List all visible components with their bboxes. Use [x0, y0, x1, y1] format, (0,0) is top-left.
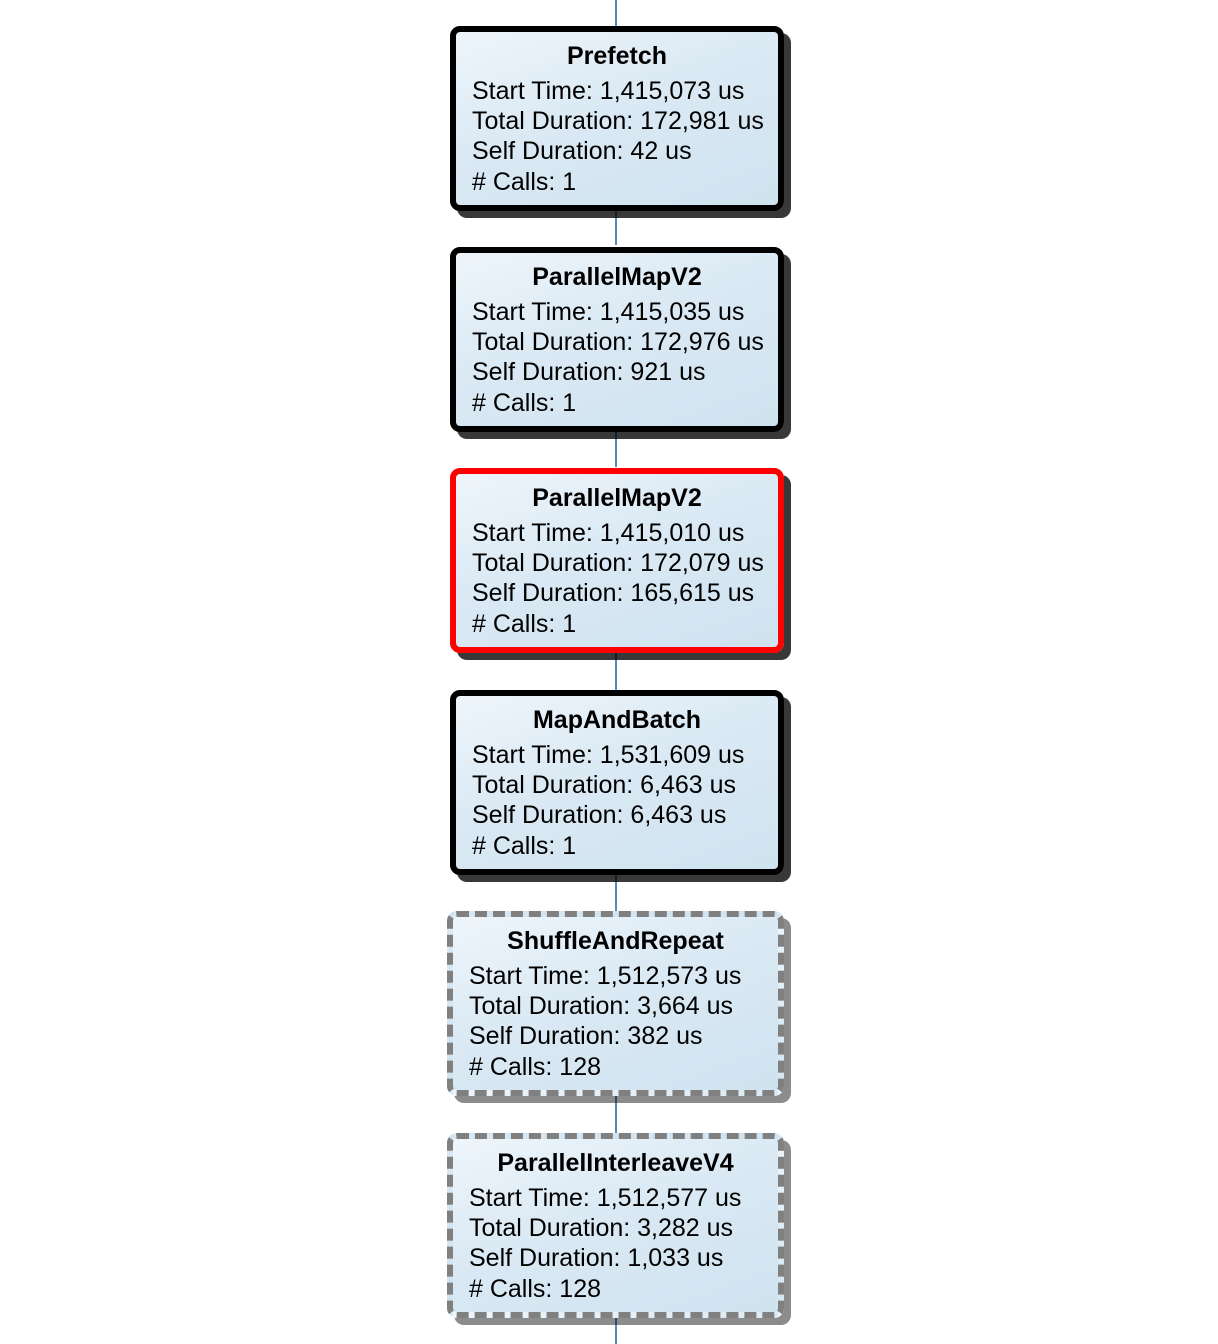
- node-self-duration: Self Duration: 42 us: [472, 137, 692, 166]
- node-start-time: Start Time: 1,512,573 us: [469, 961, 742, 990]
- node-total-duration: Total Duration: 172,976 us: [472, 328, 764, 356]
- node-prefetch[interactable]: [450, 26, 784, 211]
- node-num-calls: # Calls: 1: [472, 609, 577, 638]
- edge-parallelmapv2-to-parallelmapv2-highlight: [615, 432, 617, 467]
- node-start-time: Start Time: 1,512,577 us: [469, 1183, 742, 1212]
- edge-top-stub: [615, 0, 617, 26]
- edge-parallelmapv2-highlight-to-mapandbatch: [615, 653, 617, 691]
- node-start-time: Start Time: 1,531,609 us: [472, 740, 745, 769]
- node-total-duration: Total Duration: 172,079 us: [472, 549, 764, 577]
- node-start-time: Start Time: 1,415,010 us: [472, 518, 745, 547]
- node-title: ParallelInterleaveV4: [497, 1149, 734, 1177]
- node-total-duration: Total Duration: 172,981 us: [472, 107, 764, 135]
- node-self-duration: Self Duration: 382 us: [469, 1022, 703, 1051]
- node-self-duration: Self Duration: 6,463 us: [472, 801, 727, 830]
- edge-bottom-stub: [615, 1318, 617, 1344]
- edge-mapandbatch-to-shuffleandrepeat: [615, 874, 617, 912]
- node-mapandbatch[interactable]: [450, 690, 784, 875]
- node-self-duration: Self Duration: 165,615 us: [472, 579, 755, 608]
- node-self-duration: Self Duration: 1,033 us: [469, 1244, 724, 1273]
- node-title: ParallelMapV2: [532, 484, 702, 512]
- edge-prefetch-to-parallelmapv2: [615, 210, 617, 245]
- edge-shuffleandrepeat-to-parallelinterleavev4: [615, 1096, 617, 1134]
- node-title: Prefetch: [566, 42, 668, 70]
- node-self-duration: Self Duration: 921 us: [472, 358, 706, 387]
- node-start-time: Start Time: 1,415,073 us: [472, 76, 745, 105]
- node-num-calls: # Calls: 1: [472, 167, 577, 196]
- node-num-calls: # Calls: 128: [469, 1052, 602, 1081]
- node-title: MapAndBatch: [532, 706, 702, 734]
- node-parallelinterleavev4[interactable]: [447, 1133, 784, 1318]
- node-num-calls: # Calls: 1: [472, 388, 577, 417]
- node-num-calls: # Calls: 128: [469, 1274, 602, 1303]
- node-total-duration: Total Duration: 3,664 us: [469, 992, 734, 1020]
- node-shuffleandrepeat[interactable]: [447, 911, 784, 1096]
- node-start-time: Start Time: 1,415,035 us: [472, 297, 745, 326]
- node-parallelmapv2-selected[interactable]: [450, 468, 784, 653]
- node-parallelmapv2-outer[interactable]: [450, 247, 784, 432]
- node-title: ParallelMapV2: [532, 263, 702, 291]
- node-total-duration: Total Duration: 6,463 us: [472, 771, 737, 799]
- node-total-duration: Total Duration: 3,282 us: [469, 1214, 734, 1242]
- node-title: ShuffleAndRepeat: [507, 927, 724, 955]
- node-num-calls: # Calls: 1: [472, 831, 577, 860]
